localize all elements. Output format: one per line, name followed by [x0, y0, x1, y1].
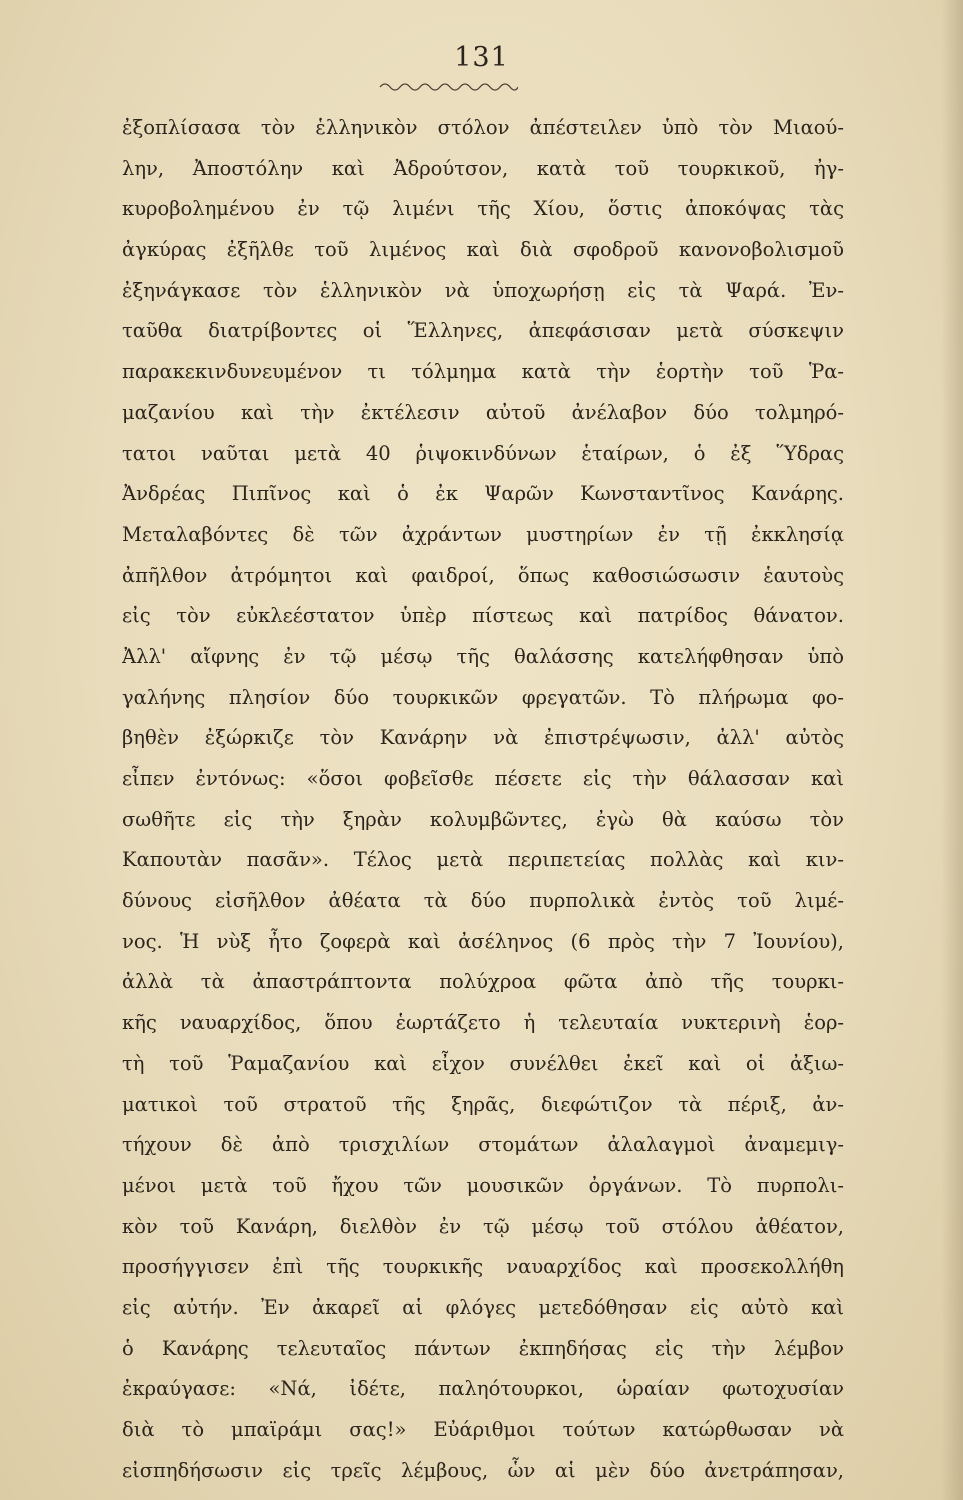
text-line: Ἀλλ' αἴφνης ἐν τῷ μέσῳ τῆς θαλάσσης κατελήφθησαν ὑπὸ	[122, 644, 844, 668]
text-line: δύνους εἰσῆλθον ἀθέατα τὰ δύο πυρπολικὰ ἐντὸς τοῦ λιμέ-	[122, 889, 844, 913]
text-line: κυροβολημένου ἐν τῷ λιμένι τῆς Χίου, ὅστις ἀποκόψας τὰς	[122, 197, 844, 221]
body-text	[122, 108, 844, 1491]
text-line: εἰς αὐτήν. Ἐν ἀκαρεῖ αἱ φλόγες μετεδόθησαν εἰς αὐτὸ καὶ	[122, 1295, 844, 1319]
text-line: ὁ Κανάρης τελευταῖος πάντων ἐκπηδήσας εἰς τὴν λέμβον	[122, 1336, 844, 1360]
text-line: εἰς τὸν εὐκλεέστατον ὑπὲρ πίστεως καὶ πατρίδος θάνατον.	[122, 604, 844, 628]
text-line: τὴ τοῦ Ῥαμαζανίου καὶ εἶχον συνέλθει ἐκεῖ καὶ οἱ ἀξιω-	[122, 1051, 844, 1075]
text-line: διὰ τὸ μπαϊράμι σας!» Εὐάριθμοι τούτων κατώρθωσαν νὰ	[122, 1418, 844, 1441]
text-line: εἶπεν ἐντόνως: «ὅσοι φοβεῖσθε πέσετε εἰς τὴν θάλασσαν καὶ	[122, 767, 844, 790]
text-line: ἐξοπλίσασα τὸν ἑλληνικὸν στόλον ἀπέστειλεν ὑπὸ τὸν Μιαού-	[122, 116, 844, 139]
text-line: τήχουν δὲ ἀπὸ τρισχιλίων στομάτων ἀλαλαγμοὶ ἀναμεμιγ-	[122, 1133, 844, 1157]
text-line: Ἀνδρέας Πιπῖνος καὶ ὁ ἐκ Ψαρῶν Κωνσταντῖνος Κανάρης.	[122, 482, 844, 506]
text-line: τατοι ναῦται μετὰ 40 ῥιψοκινδύνων ἑταίρων, ὁ ἐξ Ὕδρας	[122, 441, 844, 465]
text-line: εἰσπηδήσωσιν εἰς τρεῖς λέμβους, ὧν αἱ μὲν δύο ἀνετράπησαν,	[122, 1458, 844, 1482]
text-line: κὸν τοῦ Κανάρη, διελθὸν ἐν τῷ μέσῳ τοῦ στόλου ἀθέατον,	[122, 1214, 844, 1238]
text-line: νος. Ἡ νὺξ ἦτο ζοφερὰ καὶ ἀσέληνος (6 πρὸς τὴν 7 Ἰουνίου),	[122, 929, 844, 953]
text-line: λην, Ἀποστόλην καὶ Ἀδρούτσον, κατὰ τοῦ τουρκικοῦ, ἠγ-	[122, 156, 844, 180]
text-line: Μεταλαβόντες δὲ τῶν ἀχράντων μυστηρίων ἐν τῇ ἐκκλησίᾳ	[122, 522, 844, 546]
text-line: γαλήνης πλησίον δύο τουρκικῶν φρεγατῶν. Τὸ πλήρωμα φο-	[122, 685, 844, 709]
text-line: Καπουτὰν πασᾶν». Τέλος μετὰ περιπετείας πολλὰς καὶ κιν-	[122, 848, 844, 872]
text-line: παρακεκινδυνευμένον τι τόλμημα κατὰ τὴν ἑορτὴν τοῦ Ῥα-	[122, 360, 844, 384]
page-number: 131	[454, 42, 509, 73]
text-line: ταῦθα διατρίβοντες οἱ Ἕλληνες, ἀπεφάσισαν μετὰ σύσκεψιν	[122, 319, 844, 343]
text-line: μένοι μετὰ τοῦ ἤχου τῶν μουσικῶν ὀργάνων. Τὸ πυρπολι-	[122, 1173, 844, 1197]
text-line: ματικοὶ τοῦ στρατοῦ τῆς ξηρᾶς, διεφώτιζον τὰ πέριξ, ἀν-	[122, 1092, 844, 1116]
text-line: βηθὲν ἐξώρκιζε τὸν Κανάρην νὰ ἐπιστρέψωσιν, ἀλλ' αὐτὸς	[122, 726, 844, 750]
text-line: προσήγγισεν ἐπὶ τῆς τουρκικῆς ναυαρχίδος καὶ προσεκολλήθη	[122, 1255, 844, 1279]
page-edge	[941, 0, 963, 1500]
text-line: σωθῆτε εἰς τὴν ξηρὰν κολυμβῶντες, ἐγὼ θὰ καύσω τὸν	[122, 807, 844, 831]
text-line: ἐκραύγασε: «Νά, ἰδέτε, παληότουρκοι, ὡραίαν φωτοχυσίαν	[122, 1377, 844, 1401]
text-line: ἀλλὰ τὰ ἀπαστράπτοντα πολύχροα φῶτα ἀπὸ τῆς τουρκι-	[122, 970, 844, 994]
wavy-ornament-icon	[378, 80, 518, 94]
text-line: μαζανίου καὶ τὴν ἐκτέλεσιν αὐτοῦ ἀνέλαβον δύο τολμηρό-	[122, 400, 844, 424]
text-line: ἀπῆλθον ἀτρόμητοι καὶ φαιδροί, ὅπως καθοσιώσωσιν ἑαυτοὺς	[122, 563, 844, 587]
text-line: ἀγκύρας ἐξῆλθε τοῦ λιμένος καὶ διὰ σφοδροῦ κανονοβολισμοῦ	[122, 238, 844, 262]
text-line: κῆς ναυαρχίδος, ὅπου ἑωρτάζετο ἡ τελευταία νυκτερινὴ ἑορ-	[122, 1011, 844, 1035]
text-line: ἐξηνάγκασε τὸν ἑλληνικὸν νὰ ὑποχωρήσῃ εἰς τὰ Ψαρά. Ἐν-	[122, 278, 844, 302]
